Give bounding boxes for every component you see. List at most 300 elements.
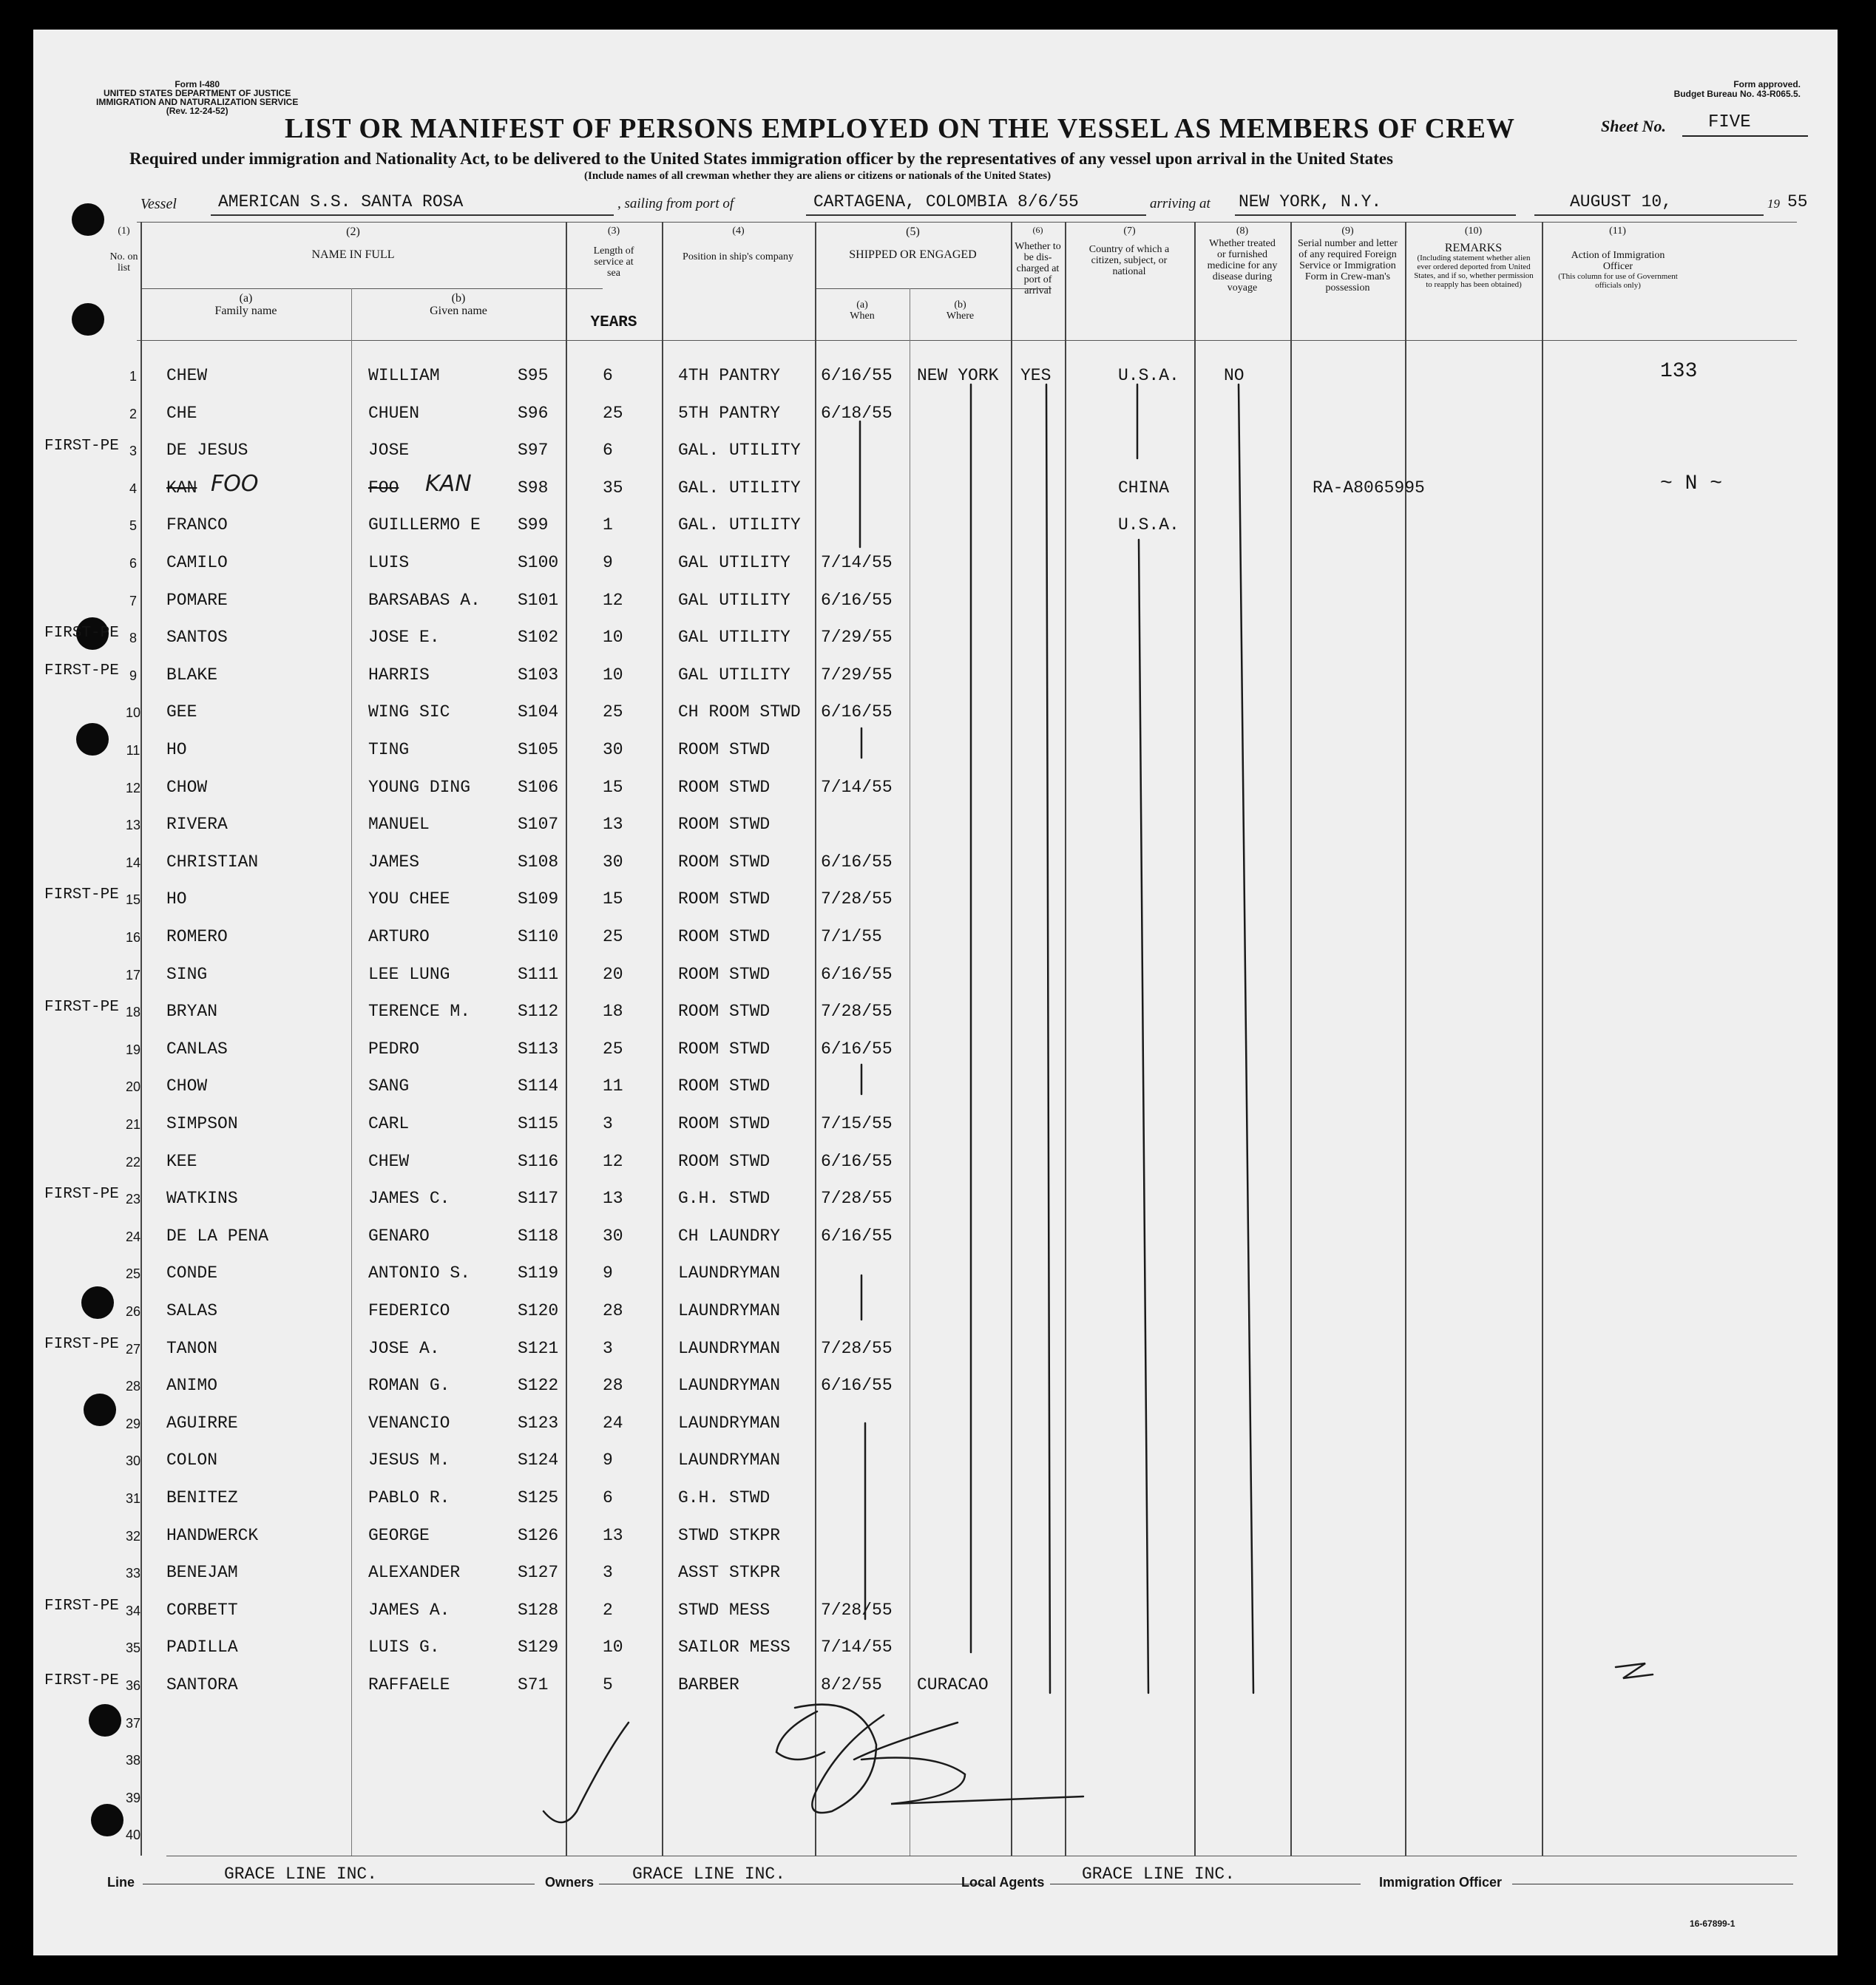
row-number: 35	[125, 1640, 141, 1656]
position: ROOM STWD	[678, 1039, 771, 1059]
family-name: AGUIRRE	[166, 1413, 238, 1433]
family-name: GEE	[166, 702, 197, 722]
col-10-title: REMARKS	[1444, 242, 1503, 254]
crew-id: S121	[518, 1338, 559, 1358]
col-5-title: SHIPPED OR ENGAGED	[849, 248, 977, 261]
row-number: 32	[125, 1528, 141, 1544]
position: ROOM STWD	[678, 964, 771, 984]
family-name: ROMERO	[166, 927, 228, 946]
row-number: 19	[125, 1042, 141, 1057]
signature-underline	[861, 1758, 1083, 1805]
department-name: UNITED STATES DEPARTMENT OF JUSTICE	[103, 88, 291, 98]
margin-note: FIRST-PE	[44, 662, 119, 679]
given-name: ALEXANDER	[368, 1563, 461, 1583]
row-number: 13	[125, 818, 141, 833]
given-name: GENARO	[368, 1226, 430, 1246]
service-name: IMMIGRATION AND NATURALIZATION SERVICE	[96, 97, 299, 107]
position: SAILOR MESS	[678, 1638, 790, 1657]
crew-id: S117	[518, 1189, 559, 1209]
ditto-line	[1046, 384, 1050, 1693]
col-5-number: (5)	[906, 225, 920, 238]
family-name: CHOW	[166, 1076, 208, 1096]
family-name: CHOW	[166, 777, 208, 797]
years-at-sea: 35	[603, 478, 623, 498]
margin-note: FIRST-PE	[44, 1672, 119, 1689]
given-name: ROMAN G.	[368, 1376, 450, 1396]
years-at-sea: 13	[603, 1189, 623, 1209]
years-at-sea: 25	[603, 927, 623, 946]
crew-id: S109	[518, 889, 559, 909]
margin-note: FIRST-PE	[44, 625, 119, 642]
row-number: 25	[125, 1266, 141, 1282]
engaged-when: 7/28/55	[821, 1600, 893, 1620]
crew-id: S122	[518, 1376, 559, 1396]
col-2a-title: Family name	[214, 305, 277, 317]
years-at-sea: 12	[603, 1151, 623, 1171]
row-number: 28	[125, 1379, 141, 1394]
years-at-sea: 25	[603, 403, 623, 423]
years-at-sea: 6	[603, 1488, 613, 1507]
col-7-number: (7)	[1123, 225, 1136, 237]
years-at-sea: 13	[603, 1525, 623, 1545]
row-number: 9	[129, 668, 137, 683]
family-name: SIMPSON	[166, 1114, 238, 1133]
row-number: 1	[129, 369, 137, 384]
position: CH ROOM STWD	[678, 702, 801, 722]
col-10-number: (10)	[1464, 225, 1483, 237]
budget-bureau-line: Budget Bureau No. 43-R065.5.	[1673, 89, 1801, 99]
row-number: 8	[129, 631, 137, 646]
col-5a-number: (a)	[856, 299, 868, 311]
margin-note: FIRST-PE	[44, 886, 119, 904]
arriving-label: arriving at	[1150, 196, 1210, 211]
vessel-label: Vessel	[140, 196, 177, 212]
family-name: PADILLA	[166, 1638, 238, 1657]
engaged-when: 6/16/55	[821, 702, 893, 722]
position: ASST STKPR	[678, 1563, 781, 1583]
crew-id: S108	[518, 852, 559, 872]
margin-note: FIRST-PE	[44, 1597, 119, 1615]
col-11-title: Action of Immigration Officer	[1571, 250, 1665, 272]
col-5a-title: When	[850, 311, 875, 322]
crew-id: S123	[518, 1413, 559, 1433]
given-name: HARRIS	[368, 665, 430, 685]
row-number: 2	[129, 406, 137, 421]
row-number: 12	[125, 780, 141, 795]
years-at-sea: 1	[603, 515, 613, 535]
row-number: 10	[125, 705, 141, 721]
family-name: CHEW	[166, 366, 208, 385]
col-4-title: Position in ship's company	[683, 251, 793, 262]
engaged-when: 7/29/55	[821, 628, 893, 648]
engaged-when: 7/14/55	[821, 777, 893, 797]
col-2a-number: (a)	[239, 292, 253, 305]
crew-id: S127	[518, 1563, 559, 1583]
ditto-line	[1239, 384, 1253, 1693]
line-label: Line	[107, 1875, 135, 1890]
revision-date: (Rev. 12-24-52)	[166, 106, 228, 116]
col-3-unit: YEARS	[590, 314, 637, 331]
position: G.H. STWD	[678, 1189, 771, 1209]
row-number: 24	[125, 1229, 141, 1244]
crew-id: S100	[518, 553, 559, 572]
row-number: 17	[125, 967, 141, 983]
position: ROOM STWD	[678, 740, 771, 759]
col-7-title: Country of which a citizen, subject, or national	[1088, 244, 1170, 277]
years-at-sea: 15	[603, 889, 623, 909]
engaged-where: CURACAO	[917, 1675, 989, 1694]
row-number: 6	[129, 556, 137, 571]
row-number: 3	[129, 444, 137, 459]
col-2b-number: (b)	[451, 292, 466, 305]
sheet-number: FIVE	[1708, 112, 1751, 132]
col-1-number: (1)	[118, 225, 130, 237]
col-6-number: (6)	[1032, 225, 1043, 235]
handwritten-given-correction: KAN	[425, 470, 472, 497]
family-name: KEE	[166, 1151, 197, 1171]
family-name: HANDWERCK	[166, 1525, 259, 1545]
position: ROOM STWD	[678, 852, 771, 872]
given-name: BARSABAS A.	[368, 590, 481, 610]
years-at-sea: 11	[603, 1076, 623, 1096]
family-name: KAN	[166, 478, 197, 498]
position: GAL UTILITY	[678, 628, 790, 648]
position: GAL UTILITY	[678, 553, 790, 572]
crew-id: S126	[518, 1525, 559, 1545]
row-number: 29	[125, 1416, 141, 1431]
handwritten-family-correction: FOO	[211, 470, 259, 497]
family-name: HO	[166, 889, 187, 909]
engaged-when: 7/28/55	[821, 1002, 893, 1022]
margin-note: FIRST-PE	[44, 999, 119, 1017]
row-number: 4	[129, 481, 137, 496]
crew-id: S129	[518, 1638, 559, 1657]
position: 4TH PANTRY	[678, 366, 781, 385]
row-number: 20	[125, 1079, 141, 1095]
crew-id: S106	[518, 777, 559, 797]
col-8-title: Whether treated or furnished medicine for any disease during voyage	[1207, 238, 1278, 293]
col-9-title: Serial number and letter of any required Foreign Service or Immigration Form in Crew-man's possession	[1298, 238, 1398, 293]
col-11-number: (11)	[1609, 225, 1626, 237]
citizenship: U.S.A.	[1118, 366, 1179, 385]
position: ROOM STWD	[678, 777, 771, 797]
crew-id: S124	[518, 1450, 559, 1470]
col-5b-title: Where	[946, 311, 975, 322]
engaged-when: 6/16/55	[821, 964, 893, 984]
years-at-sea: 3	[603, 1338, 613, 1358]
family-name: BENEJAM	[166, 1563, 238, 1583]
crew-id: S104	[518, 702, 559, 722]
row-number: 26	[125, 1304, 141, 1319]
years-at-sea: 18	[603, 1002, 623, 1022]
given-name: LUIS	[368, 553, 410, 572]
given-name: JAMES C.	[368, 1189, 450, 1209]
row-number: 14	[125, 855, 141, 870]
crew-id: S116	[518, 1151, 559, 1171]
row-number: 39	[125, 1790, 141, 1805]
family-name: CAMILO	[166, 553, 228, 572]
given-name: FEDERICO	[368, 1301, 450, 1320]
crew-id: S107	[518, 815, 559, 835]
given-name: GUILLERMO E	[368, 515, 481, 535]
years-at-sea: 30	[603, 852, 623, 872]
position: 5TH PANTRY	[678, 403, 781, 423]
row-number: 36	[125, 1678, 141, 1693]
given-name: TERENCE M.	[368, 1002, 471, 1022]
signature-scrawl	[776, 1711, 824, 1760]
crew-id: S105	[518, 740, 559, 759]
given-name: PEDRO	[368, 1039, 420, 1059]
given-name: JAMES A.	[368, 1600, 450, 1620]
given-name: YOUNG DING	[368, 777, 471, 797]
engaged-when: 7/1/55	[821, 927, 882, 946]
given-name: FOO	[368, 478, 399, 498]
immigration-officer-label: Immigration Officer	[1379, 1875, 1503, 1890]
years-at-sea: 6	[603, 366, 613, 385]
engaged-when: 7/14/55	[821, 1638, 893, 1657]
position: LAUNDRYMAN	[678, 1301, 781, 1320]
crew-id: S113	[518, 1039, 559, 1059]
position: STWD STKPR	[678, 1525, 781, 1545]
engaged-when: 6/16/55	[821, 590, 893, 610]
col-3-number: (3)	[607, 225, 620, 237]
col-2-title: NAME IN FULL	[311, 248, 395, 261]
row-number: 27	[125, 1341, 141, 1357]
citizenship: CHINA	[1118, 478, 1170, 498]
position: GAL. UTILITY	[678, 441, 801, 461]
years-at-sea: 10	[603, 628, 623, 648]
position: ROOM STWD	[678, 1002, 771, 1022]
given-name: LUIS G.	[368, 1638, 440, 1657]
col-10-note: (Including statement whether alien ever ordered deported from United States, and if so, whether permission to reapply has been obtained)	[1414, 254, 1534, 289]
year-prefix: 19	[1767, 197, 1780, 211]
given-name: CARL	[368, 1114, 410, 1133]
col-1-title: No. on list	[109, 251, 138, 274]
crew-id: S110	[518, 927, 559, 946]
discharged: YES	[1020, 366, 1052, 385]
crew-id: S119	[518, 1263, 559, 1283]
approved-line: Form approved.	[1733, 79, 1801, 89]
engaged-when: 6/16/55	[821, 366, 893, 385]
years-at-sea: 9	[603, 1450, 613, 1470]
owners-value: GRACE LINE INC.	[632, 1864, 786, 1884]
engaged-when: 8/2/55	[821, 1675, 882, 1694]
family-name: CHRISTIAN	[166, 852, 259, 872]
family-name: SING	[166, 964, 208, 984]
years-at-sea: 3	[603, 1114, 613, 1133]
years-at-sea: 6	[603, 441, 613, 461]
crew-id: S102	[518, 628, 559, 648]
position: BARBER	[678, 1675, 739, 1694]
given-name: WING SIC	[368, 702, 450, 722]
year-suffix: 55	[1787, 192, 1808, 211]
engaged-when: 7/28/55	[821, 1338, 893, 1358]
crew-id: S118	[518, 1226, 559, 1246]
row-number: 30	[125, 1453, 141, 1469]
engaged-when: 7/14/55	[821, 553, 893, 572]
crew-id: S97	[518, 441, 549, 461]
given-name: SANG	[368, 1076, 410, 1096]
col-5b-number: (b)	[954, 299, 966, 311]
years-at-sea: 3	[603, 1563, 613, 1583]
crew-id: S71	[518, 1675, 549, 1694]
local-agents-value: GRACE LINE INC.	[1082, 1864, 1236, 1884]
engaged-when: 7/15/55	[821, 1114, 893, 1133]
position: LAUNDRYMAN	[678, 1338, 781, 1358]
engaged-when: 6/16/55	[821, 1226, 893, 1246]
sailing-label: , sailing from port of	[617, 196, 734, 211]
given-name: JOSE E.	[368, 628, 440, 648]
given-name: PABLO R.	[368, 1488, 450, 1507]
years-at-sea: 2	[603, 1600, 613, 1620]
row-number: 7	[129, 593, 137, 608]
years-at-sea: 10	[603, 1638, 623, 1657]
row-number: 18	[125, 1005, 141, 1020]
given-name: GEORGE	[368, 1525, 430, 1545]
family-name: TANON	[166, 1338, 218, 1358]
crew-id: S101	[518, 590, 559, 610]
row-number: 33	[125, 1566, 141, 1581]
position: ROOM STWD	[678, 1151, 771, 1171]
position: LAUNDRYMAN	[678, 1450, 781, 1470]
position: GAL. UTILITY	[678, 515, 801, 535]
engaged-when: 6/16/55	[821, 1039, 893, 1059]
medicine: NO	[1224, 366, 1245, 385]
immigration-action: 133	[1660, 360, 1698, 383]
given-name: WILLIAM	[368, 366, 440, 385]
col-9-number: (9)	[1341, 225, 1354, 237]
initial-mark	[1616, 1663, 1653, 1678]
engaged-when: 6/16/55	[821, 852, 893, 872]
position: CH LAUNDRY	[678, 1226, 781, 1246]
given-name: JOSE	[368, 441, 410, 461]
crew-id: S95	[518, 366, 549, 385]
family-name: SANTORA	[166, 1675, 238, 1694]
serial-number: RA-A8065995	[1313, 478, 1425, 498]
family-name: WATKINS	[166, 1189, 238, 1209]
family-name: BLAKE	[166, 665, 218, 685]
family-name: CORBETT	[166, 1600, 238, 1620]
family-name: CONDE	[166, 1263, 218, 1283]
col-11-note: (This column for use of Government officials only)	[1558, 272, 1678, 290]
given-name: LEE LUNG	[368, 964, 450, 984]
vessel-name: AMERICAN S.S. SANTA ROSA	[218, 192, 464, 211]
family-name: CHE	[166, 403, 197, 423]
owners-label: Owners	[545, 1875, 595, 1890]
given-name: RAFFAELE	[368, 1675, 450, 1694]
family-name: COLON	[166, 1450, 218, 1470]
crew-id: S112	[518, 1002, 559, 1022]
row-number: 23	[125, 1192, 141, 1207]
family-name: RIVERA	[166, 815, 228, 835]
row-number: 11	[126, 743, 140, 758]
given-name: VENANCIO	[368, 1413, 450, 1433]
col-3-title: Length of service at sea	[593, 245, 634, 279]
margin-note: FIRST-PE	[44, 1335, 119, 1353]
years-at-sea: 20	[603, 964, 623, 984]
engaged-when: 7/29/55	[821, 665, 893, 685]
crew-id: S98	[518, 478, 549, 498]
given-name: MANUEL	[368, 815, 430, 835]
position: ROOM STWD	[678, 815, 771, 835]
family-name: HO	[166, 740, 187, 759]
handwritten-marks	[33, 30, 1838, 1955]
years-at-sea: 15	[603, 777, 623, 797]
family-name: CANLAS	[166, 1039, 228, 1059]
row-number: 38	[125, 1753, 141, 1768]
position: G.H. STWD	[678, 1488, 771, 1507]
family-name: POMARE	[166, 590, 228, 610]
arrival-date: AUGUST 10,	[1570, 192, 1673, 211]
row-number: 37	[125, 1715, 141, 1731]
years-at-sea: 25	[603, 702, 623, 722]
crew-id: S128	[518, 1600, 559, 1620]
given-name: ARTURO	[368, 927, 430, 946]
family-name: BRYAN	[166, 1002, 218, 1022]
crew-id: S115	[518, 1114, 559, 1133]
crew-id: S96	[518, 403, 549, 423]
margin-note: FIRST-PE	[44, 438, 119, 455]
given-name: JAMES	[368, 852, 420, 872]
row-number: 5	[129, 518, 137, 534]
position: LAUNDRYMAN	[678, 1413, 781, 1433]
position: ROOM STWD	[678, 1076, 771, 1096]
row-number: 22	[125, 1154, 141, 1170]
given-name: ANTONIO S.	[368, 1263, 471, 1283]
engaged-when: 6/18/55	[821, 403, 893, 423]
given-name: JESUS M.	[368, 1450, 450, 1470]
given-name: JOSE A.	[368, 1338, 440, 1358]
row-number: 34	[125, 1603, 141, 1618]
col-2b-title: Given name	[430, 305, 487, 317]
years-at-sea: 12	[603, 590, 623, 610]
years-at-sea: 30	[603, 740, 623, 759]
years-at-sea: 24	[603, 1413, 623, 1433]
crew-id: S125	[518, 1488, 559, 1507]
row-number: 31	[125, 1491, 141, 1506]
years-at-sea: 28	[603, 1301, 623, 1320]
crew-id: S99	[518, 515, 549, 535]
engaged-when: 6/16/55	[821, 1151, 893, 1171]
given-name: YOU CHEE	[368, 889, 450, 909]
col-6-title: Whether to be dis-charged at port of arrival	[1015, 241, 1061, 296]
col-8-number: (8)	[1236, 225, 1249, 237]
engaged-where: NEW YORK	[917, 366, 999, 385]
position: GAL UTILITY	[678, 665, 790, 685]
row-number: 15	[125, 892, 141, 908]
citizenship: U.S.A.	[1118, 515, 1179, 535]
years-at-sea: 9	[603, 1263, 613, 1283]
given-name: TING	[368, 740, 410, 759]
required-statement: Required under immigration and Nationality Act, to be delivered to the United States immigration officer by the representatives of any vessel upon arrival in the United States	[129, 149, 1393, 168]
sheet-label: Sheet No.	[1601, 117, 1666, 135]
position: LAUNDRYMAN	[678, 1263, 781, 1283]
row-number: 40	[125, 1828, 141, 1843]
page-title: LIST OR MANIFEST OF PERSONS EMPLOYED ON THE VESSEL AS MEMBERS OF CREW	[285, 113, 1515, 144]
line-value: GRACE LINE INC.	[224, 1864, 378, 1884]
family-name: DE JESUS	[166, 441, 248, 461]
immigration-action: ~ N ~	[1660, 472, 1723, 495]
family-name: SALAS	[166, 1301, 218, 1320]
form-number: Form I-480	[175, 79, 220, 89]
row-number: 16	[125, 930, 141, 945]
engaged-when: 6/16/55	[821, 1376, 893, 1396]
col-2-number: (2)	[346, 225, 360, 238]
years-at-sea: 13	[603, 815, 623, 835]
years-at-sea: 5	[603, 1675, 613, 1694]
engaged-when: 7/28/55	[821, 1189, 893, 1209]
years-at-sea: 28	[603, 1376, 623, 1396]
